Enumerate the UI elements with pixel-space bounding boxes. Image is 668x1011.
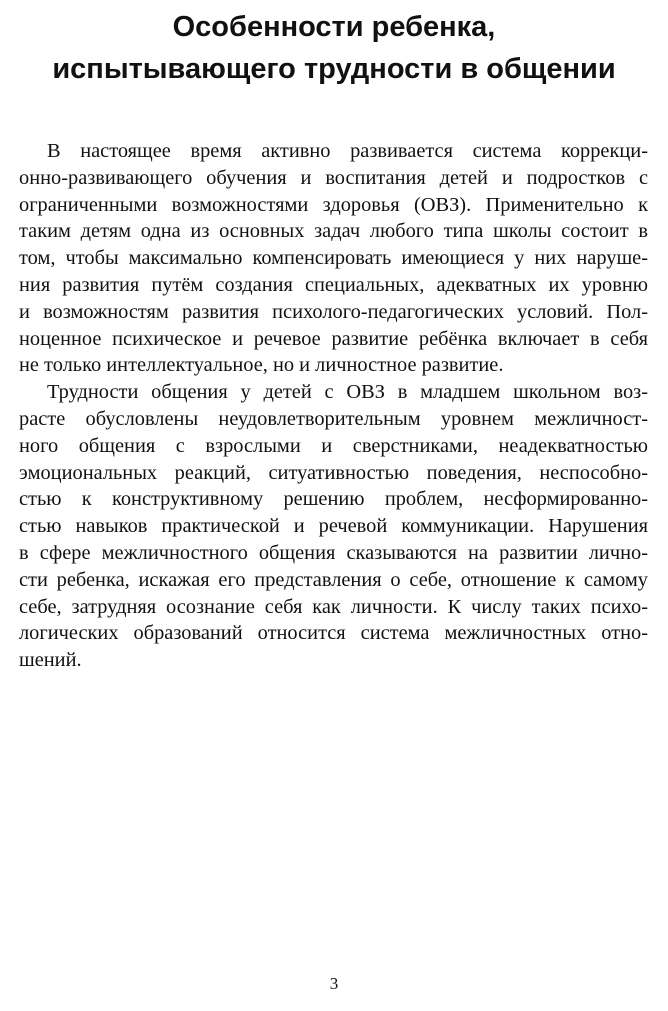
- paragraph: [19, 138, 648, 379]
- title-line: Особенности ребенка,: [172, 11, 496, 43]
- text-line: шений.: [19, 649, 82, 672]
- text-line: стью к конструктивному решению проблем, несформированно-: [19, 488, 648, 511]
- text-line: не только интеллектуальное, но и личностное развитие.: [19, 354, 504, 377]
- text-line: сти ребенка, искажая его представления о себе, отношение к самому: [19, 568, 648, 591]
- text-line: эмоциональных реакций, ситуативностью поведения, неспособно-: [19, 461, 648, 484]
- text-line: ноценное психическое и речевое развитие ребёнка включает в себя: [19, 327, 648, 350]
- text-line: стью навыков практической и речевой коммуникации. Нарушения: [19, 515, 648, 538]
- text-line: онно-развивающего обучения и воспитания детей и подростков с: [19, 166, 648, 189]
- paragraph: [19, 379, 648, 674]
- text-line: таким детям одна из основных задач любого типа школы состоит в: [19, 220, 648, 243]
- body-text: [19, 138, 648, 674]
- text-line: и возможностям развития психолого-педагогических условий. Пол-: [19, 300, 648, 323]
- page-number: 3: [329, 974, 339, 993]
- text-line: ния развития путём создания специальных, адекватных их уровню: [19, 273, 648, 296]
- text-line: логических образований относится система межличностных отно-: [19, 622, 648, 645]
- text-line: себе, затрудняя осознание себя как личности. К числу таких психо-: [19, 595, 648, 618]
- text-line: ного общения с взрослыми и сверстниками, неадекватностью: [19, 434, 648, 457]
- text-line: расте обусловлены неудовлетворительным уровнем межличност-: [19, 407, 648, 430]
- page-title: [12, 6, 656, 90]
- text-line: В настоящее время активно развивается система коррекци-: [47, 140, 648, 162]
- text-line: в сфере межличностного общения сказываются на развитии лично-: [19, 541, 648, 564]
- text-line: Трудности общения у детей с ОВЗ в младшем школьном воз-: [47, 381, 648, 404]
- text-line: ограниченными возможностями здоровья (ОВЗ). Применительно к: [19, 193, 648, 216]
- text-line: том, чтобы максимально компенсировать имеющиеся у них наруше-: [19, 247, 648, 270]
- title-line: испытывающего трудности в общении: [52, 53, 616, 85]
